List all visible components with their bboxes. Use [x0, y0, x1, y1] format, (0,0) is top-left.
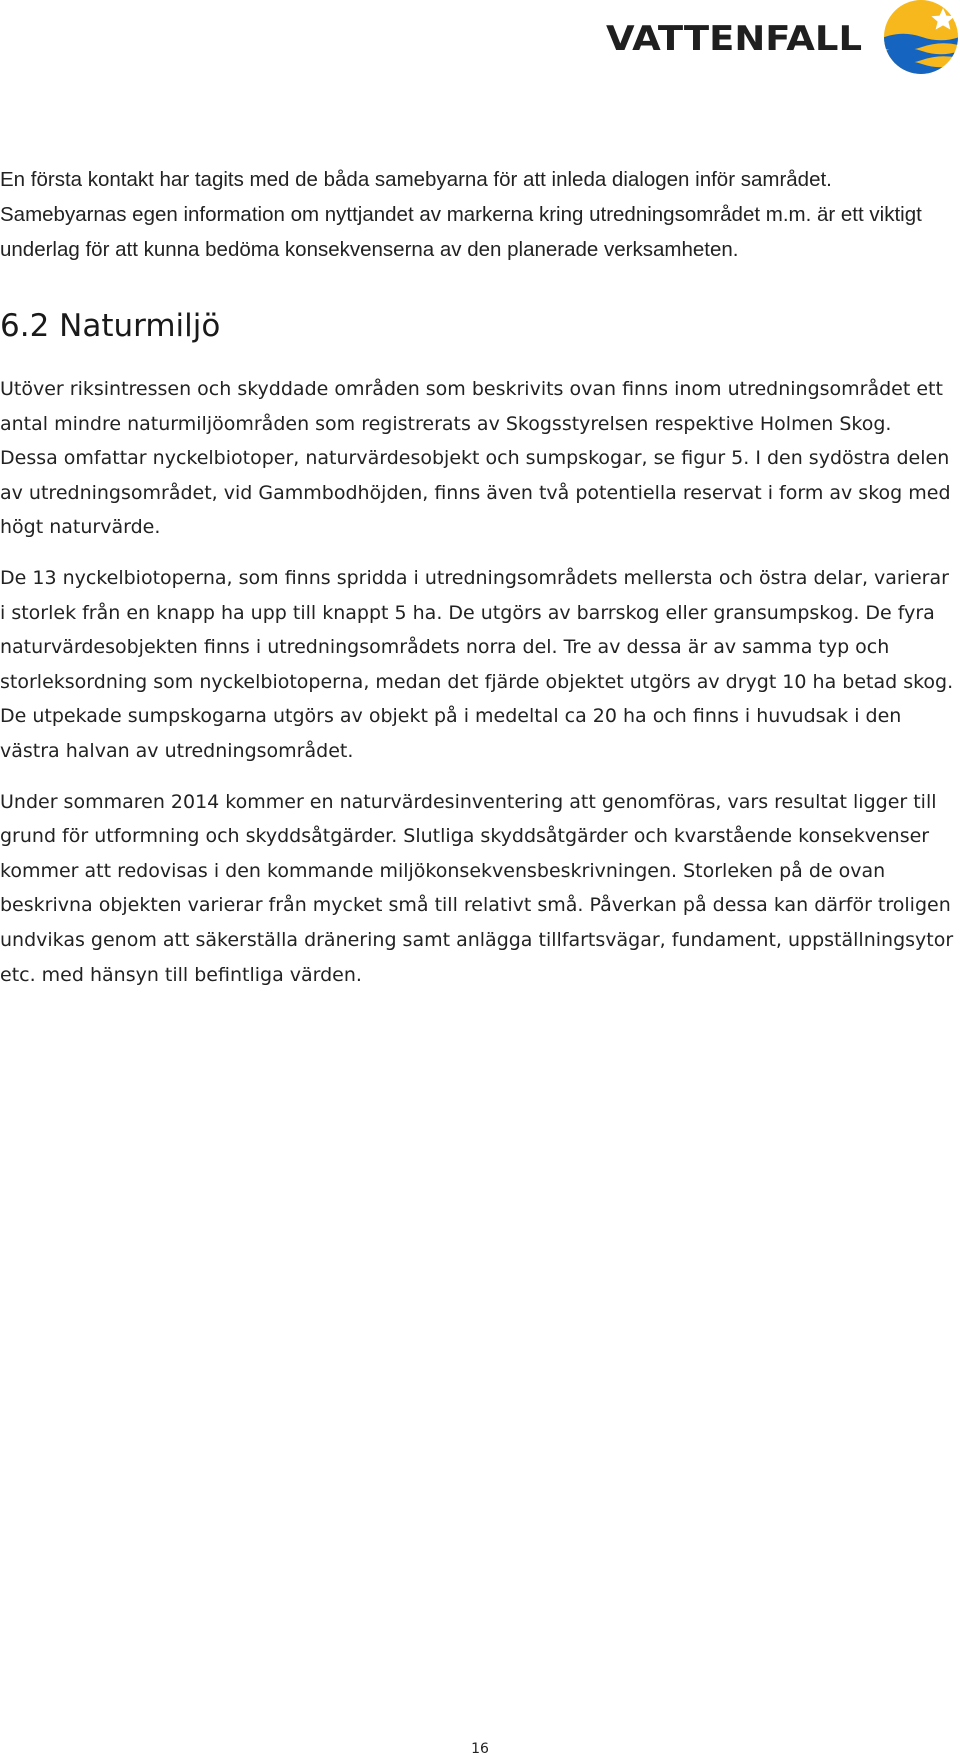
section-heading: 6.2 Naturmiljö [0, 308, 221, 344]
body-paragraph: Utöver riksintressen och skyddade områden som beskrivits ovan finns inom utredningsområdet ett antal mindre naturmiljöområden som registrerats av Skogsstyrelsen respektive Holmen Skog. Dessa omfattar nyckelbiotoper, naturvärdesobjekt och sumpskogar, se figur 5. I den sydöstra delen av utredningsområdet, vid Gammbodhöjden, finns även två potentiella reservat i form av skog med högt naturvärde. [0, 378, 951, 539]
vattenfall-logo-graphic [606, 0, 960, 78]
intro-paragraph: En första kontakt har tagits med de båda samebyarna för att inleda dialogen inför samrådet. Samebyarnas egen information om nyttjandet av markerna kring utredningsområdet m.m. är ett viktigt underlag för att kunna bedöma konsekvenserna av den planerade verksamheten. [0, 168, 922, 261]
vattenfall-logo-text: VATTENFALL [606, 19, 862, 58]
body-paragraph: Under sommaren 2014 kommer en naturvärdesinventering att genomföras, vars resultat ligger till grund för utformning och skyddsåtgärder. Slutliga skyddsåtgärder och kvarstående konsekvenser kommer att redovisas i den kommande miljökonsekvensbeskrivningen. Storleken på de ovan beskrivna objekten varierar från mycket små till relativt små. Påverkan på dessa kan därför troligen undvikas genom att säkerställa dränering samt anlägga tillfartsvägar, fundament, uppställningsytor etc. med hänsyn till befintliga värden. [0, 790, 954, 986]
body-paragraph: De 13 nyckelbiotoperna, som finns spridda i utredningsområdets mellersta och östra delar, varierar i storlek från en knapp ha upp till knappt 5 ha. De utgörs av barrskog eller gransumpskog. De fyra naturvärdesobjekten finns i utredningsområdets norra del. Tre av dessa är av samma typ och storleksordning som nyckelbiotoperna, medan det fjärde objektet utgörs av drygt 10 ha betad skog. De utpekade sumpskogarna utgörs av objekt på i medeltal ca 20 ha och finns i huvudsak i den västra halvan av utredningsområdet. [0, 566, 954, 762]
sun-sea-emblem [882, 0, 960, 78]
vattenfall-logo [606, 0, 960, 78]
page-number: 16 [471, 1741, 489, 1757]
document-body [0, 162, 955, 1008]
